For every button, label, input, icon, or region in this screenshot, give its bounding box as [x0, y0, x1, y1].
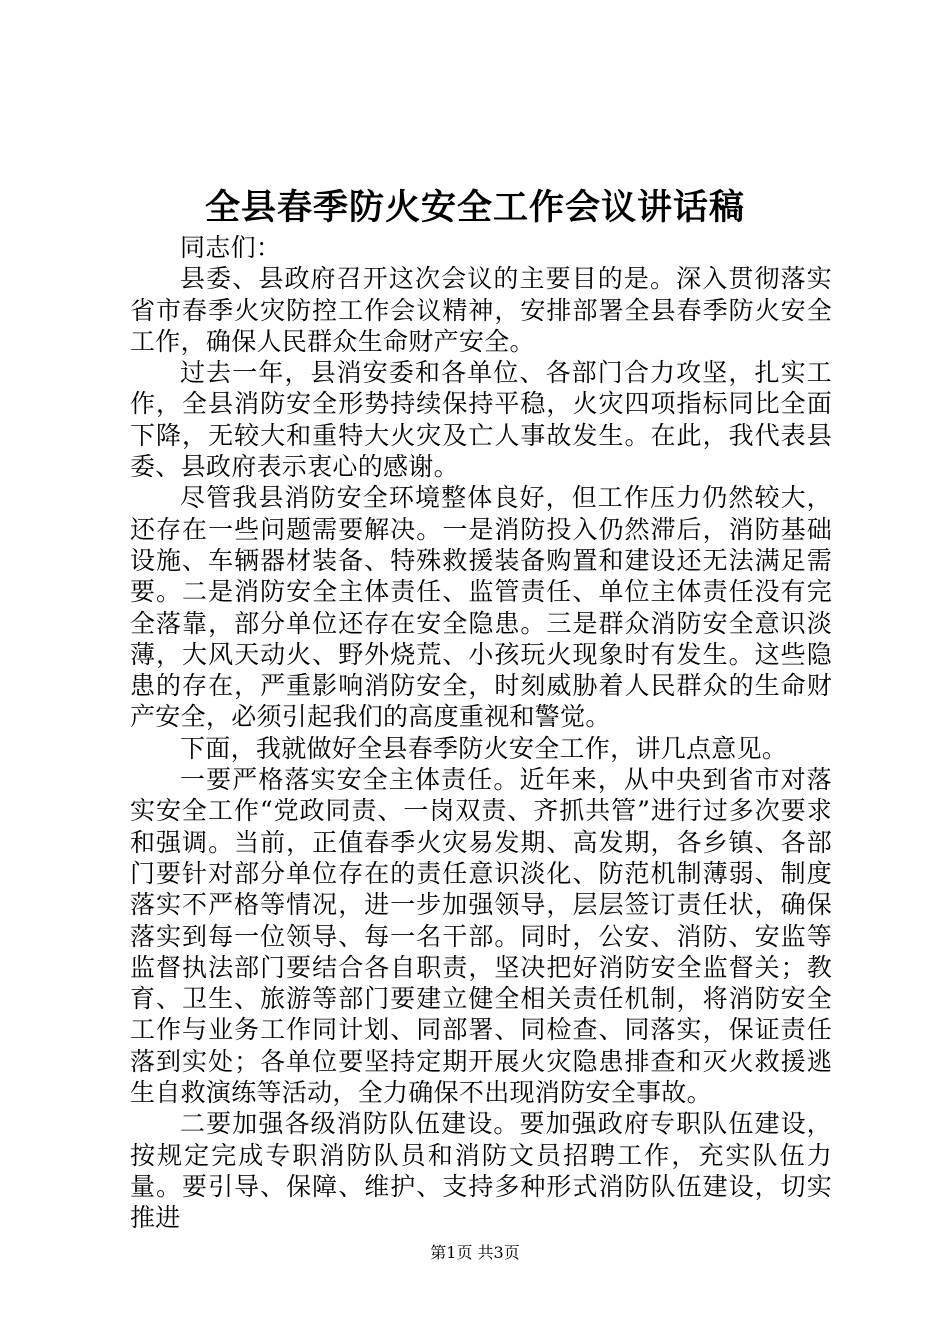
page-number-footer: 第1页 共3页	[430, 1243, 520, 1262]
body-paragraph: 过去一年，县消安委和各单位、各部门合力攻坚，扎实工作，全县消防安全形势持续保持平稳，火灾四项指标同比全面下降，无较大和重特大火灾及亡人事故发生。在此，我代表县委、县政府表示衷心的感谢。	[130, 358, 832, 482]
document-body	[130, 232, 832, 1234]
salutation-paragraph: 同志们：	[180, 233, 282, 262]
body-paragraph: 县委、县政府召开这次会议的主要目的是。深入贯彻落实省市春季火灾防控工作会议精神，安排部署全县春季防火安全工作，确保人民群众生命财产安全。	[130, 264, 832, 356]
body-paragraph: 下面，我就做好全县春季防火安全工作，讲几点意见。	[180, 733, 788, 763]
body-paragraph: 尽管我县消防安全环境整体良好，但工作压力仍然较大，还存在一些问题需要解决。一是消防投入仍然滞后，消防基础设施、车辆器材装备、特殊救援装备购置和建设还无法满足需要。二是消防安全主体责任、监管责任、单位主体责任没有完全落靠，部分单位还存在安全隐患。三是群众消防安全意识淡薄，大风天动火、野外烧荒、小孩玩火现象时有发生。这些隐患的存在，严重影响消防安全，时刻威胁着人民群众的生命财产安全，必须引起我们的高度重视和警觉。	[130, 483, 832, 732]
body-paragraph: 二要加强各级消防队伍建设。要加强政府专职队伍建设，按规定完成专职消防队员和消防文员招聘工作，充实队伍力量。要引导、保障、维护、支持多种形式消防队伍建设，切实推进	[130, 1109, 832, 1233]
document-title: 全县春季防火安全工作会议讲话稿	[204, 187, 745, 228]
body-paragraph: 一要严格落实安全主体责任。近年来，从中央到省市对落实安全工作“党政同责、一岗双责、齐抓共管”进行过多次要求和强调。当前，正值春季火灾易发期、高发期，各乡镇、各部门要针对部分单位存在的责任意识淡化、防范机制薄弱、制度落实不严格等情况，进一步加强领导，层层签订责任状，确保落实到每一位领导、每一名干部。同时，公安、消防、安监等监督执法部门要结合各自职责，坚决把好消防安全监督关；教育、卫生、旅游等部门要建立健全相关责任机制，将消防安全工作与业务工作同计划、同部署、同检查、同落实，保证责任落到实处；各单位要坚持定期开展火灾隐患排查和灭火救援逃生自救演练等活动，全力确保不出现消防安全事故。	[130, 765, 832, 1108]
